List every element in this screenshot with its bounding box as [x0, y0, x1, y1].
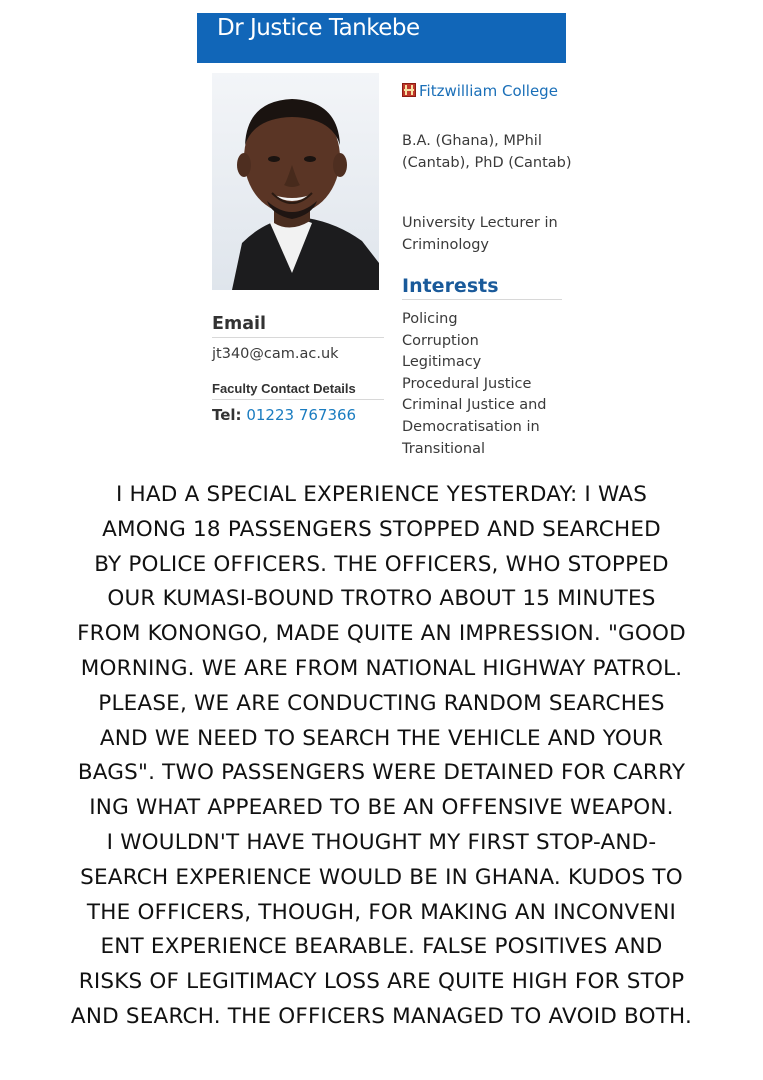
tel-number-link[interactable]: 01223 767366 [246, 406, 357, 424]
college-crest-icon [402, 81, 416, 103]
profile-photo [212, 73, 379, 290]
caption-line: THE OFFICERS, THOUGH, FOR MAKING AN INCONVENI [86, 899, 677, 925]
caption-line: BAGS". TWO PASSENGERS WERE DETAINED FOR CARRY [77, 760, 686, 786]
caption-line: ENT EXPERIENCE BEARABLE. FALSE POSITIVES AND [100, 934, 663, 960]
caption-line: ING WHAT APPEARED TO BE AN OFFENSIVE WEAPON. [89, 795, 674, 821]
interest-item: Criminal Justice and [402, 397, 547, 414]
caption-line: AND SEARCH. THE OFFICERS MANAGED TO AVOID BOTH. [70, 1003, 693, 1029]
telephone [212, 406, 356, 424]
interest-item: Legitimacy [402, 354, 482, 371]
job-title: University Lecturer in Criminology [402, 215, 558, 253]
interest-item: Procedural Justice [402, 375, 532, 392]
caption-line: FROM KONONGO, MADE QUITE AN IMPRESSION. "GOOD [77, 621, 686, 647]
caption-line: BY POLICE OFFICERS. THE OFFICERS, WHO STOPPED [94, 551, 669, 577]
college-link[interactable] [402, 80, 572, 103]
caption-line: I HAD A SPECIAL EXPERIENCE YESTERDAY: I WAS [115, 482, 648, 507]
email-address[interactable]: jt340@cam.ac.uk [212, 346, 339, 362]
caption-text [8, 478, 755, 1035]
caption-line: SEARCH EXPERIENCE WOULD BE IN GHANA. KUDOS TO [80, 864, 683, 890]
interest-item: Transitional [402, 440, 486, 457]
interest-item: Corruption [402, 332, 479, 349]
caption-line: I WOULDN'T HAVE THOUGHT MY FIRST STOP-AND- [106, 829, 657, 855]
degrees: B.A. (Ghana), MPhil (Cantab), PhD (Cantab) [402, 133, 572, 171]
interest-item: Policing [402, 311, 458, 327]
email-heading: Email [212, 314, 384, 338]
caption-line: RISKS OF LEGITIMACY LOSS ARE QUITE HIGH FOR STOP [78, 969, 685, 995]
caption-line: PLEASE, WE ARE CONDUCTING RANDOM SEARCHES [98, 690, 665, 716]
profile-banner [197, 13, 566, 63]
caption-line: MORNING. WE ARE FROM NATIONAL HIGHWAY PATROL. [80, 655, 683, 681]
caption-line: AND WE NEED TO SEARCH THE VEHICLE AND YOUR [99, 725, 664, 751]
interest-item: Democratisation in [402, 418, 540, 435]
interests-heading: Interests [402, 275, 562, 300]
college-name[interactable]: Fitzwilliam College [419, 82, 558, 100]
interests-list [402, 309, 577, 460]
tel-label: Tel: [212, 406, 242, 424]
caption-line: AMONG 18 PASSENGERS STOPPED AND SEARCHED [102, 516, 661, 542]
profile-name: Dr Justice Tankebe [217, 15, 420, 41]
faculty-contact-heading: Faculty Contact Details [212, 381, 384, 400]
caption-line: OUR KUMASI-BOUND TROTRO ABOUT 15 MINUTES [107, 586, 656, 612]
